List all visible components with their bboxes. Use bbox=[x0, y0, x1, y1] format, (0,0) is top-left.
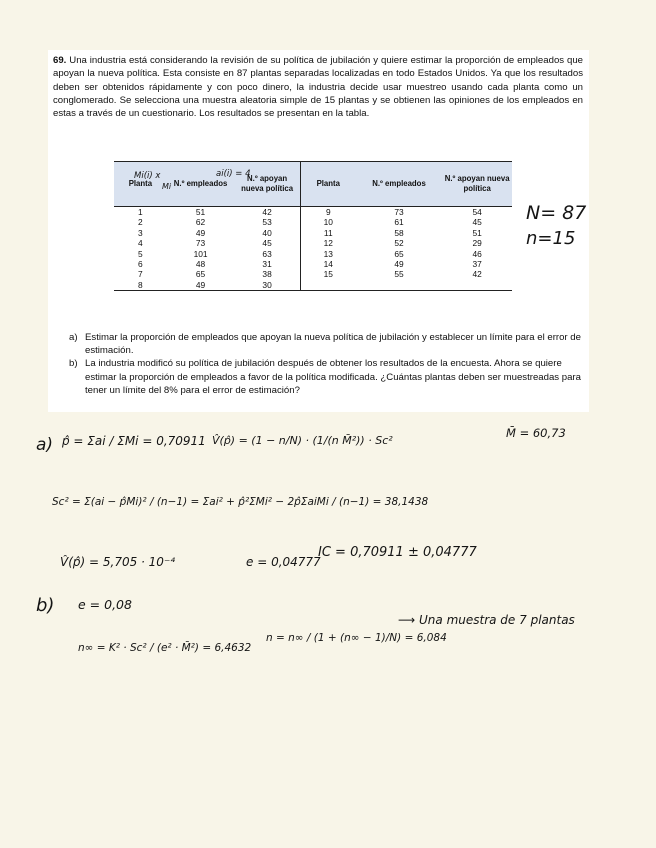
cell: 9 bbox=[325, 207, 331, 217]
header-apoyan-2: N.º apoyan nueva política bbox=[442, 162, 512, 207]
problem-statement bbox=[53, 54, 583, 120]
hw-sc2: Sc² = Σ(ai − p̂Mi)² / (n−1) = Σai² + p̂²ΣMi² − 2p̂ΣaiMi / (n−1) = 38,1438 bbox=[52, 496, 429, 508]
question-b bbox=[53, 357, 583, 397]
table-row bbox=[114, 228, 512, 238]
cell: 52 bbox=[394, 238, 404, 249]
cell: 65 bbox=[394, 248, 404, 259]
hw-m-bar: M̄ = 60,73 bbox=[506, 426, 566, 440]
cell: 46 bbox=[472, 248, 482, 259]
annotation-planta: Mi(i) x bbox=[134, 171, 161, 181]
cell bbox=[442, 280, 512, 291]
hw-var-value: V̂(p̂) = 5,705 · 10⁻⁴ bbox=[60, 555, 176, 569]
hw-e-value: e = 0,04777 bbox=[246, 555, 321, 569]
cell: 73 bbox=[195, 238, 206, 249]
cell: 48 bbox=[195, 259, 206, 270]
cell: 2 bbox=[138, 217, 143, 228]
question-text: Estimar la proporción de empleados que apoyan la nueva política de jubilación y establecer un límite para el error de estimación. bbox=[85, 332, 581, 357]
cell: 30 bbox=[234, 280, 300, 291]
problem-card bbox=[48, 50, 589, 412]
table-header-row bbox=[114, 162, 512, 207]
cell: 31 bbox=[234, 259, 300, 269]
annotation-apoyan: ai(i) = 4 bbox=[216, 169, 251, 179]
cell: 38 bbox=[234, 269, 300, 279]
cell: 45 bbox=[234, 238, 300, 248]
cell: 7 bbox=[138, 269, 143, 280]
data-table bbox=[114, 161, 512, 291]
hw-part-a-label: a) bbox=[36, 435, 54, 455]
cell: 61 bbox=[394, 217, 404, 228]
cell: 45 bbox=[472, 217, 482, 228]
cell: 51 bbox=[472, 227, 482, 238]
cell: 49 bbox=[195, 227, 206, 238]
cell: 1 bbox=[138, 207, 143, 217]
question-a bbox=[53, 331, 583, 357]
cell: 37 bbox=[472, 259, 482, 270]
hw-n: n=15 bbox=[526, 228, 576, 249]
hw-conclusion: ⟶ Una muestra de 7 plantas bbox=[398, 613, 575, 627]
cell bbox=[356, 280, 443, 291]
cell: 54 bbox=[472, 207, 482, 217]
cell: 40 bbox=[234, 228, 300, 238]
problem-text: Una industria está considerando la revisión de su política de jubilación y quiere estimar la proporción de empleados que apoyan la nueva política. Esta consiste en 87 plantas separadas localizadas en todo Estados Unidos. Ya que los resultados deben ser obtenidos rápidamente y con poco dinero, la industria decide usar muestreo usando cada planta como un conglomerado. Se selecciona una muestra aleatoria simple de 15 plantas y se obtienen las opiniones de los empleados en estas a través de un cuestionario. Los resultados se presentan en la tabla. bbox=[53, 55, 583, 120]
hw-n-inf: n∞ = K² · Sc² / (e² · M̄²) = 6,4632 bbox=[78, 642, 252, 654]
header-planta-1: Planta bbox=[114, 162, 167, 207]
header-planta-2: Planta bbox=[300, 162, 355, 207]
cell: 11 bbox=[323, 227, 333, 238]
cell: 12 bbox=[323, 238, 333, 249]
cell: 55 bbox=[394, 269, 404, 280]
header-apoyan-1: N.º apoyan nueva política bbox=[234, 162, 300, 207]
cell: 53 bbox=[234, 217, 300, 227]
cell: 10 bbox=[323, 217, 333, 228]
cell: 13 bbox=[323, 248, 333, 259]
cell: 42 bbox=[234, 207, 300, 218]
table-row bbox=[114, 207, 512, 218]
cell: 51 bbox=[195, 207, 206, 217]
table-row bbox=[114, 238, 512, 248]
problem-number: 69. bbox=[53, 55, 67, 66]
hw-e-b: e = 0,08 bbox=[78, 597, 132, 612]
cell: 14 bbox=[323, 259, 333, 270]
cell: 58 bbox=[394, 227, 404, 238]
question-list bbox=[53, 331, 583, 397]
hw-part-b-label: b) bbox=[36, 595, 55, 616]
hw-p-hat: p̂ = Σai / ΣMi = 0,70911 bbox=[62, 434, 206, 448]
cell: 49 bbox=[195, 279, 206, 290]
cell: 62 bbox=[195, 217, 206, 228]
cell: 49 bbox=[394, 259, 404, 270]
annotation-empleados: Mi bbox=[162, 182, 172, 191]
question-text: La industria modificó su política de jubilación después de obtener los resultados de la encuesta. Ahora se quiere estimar la proporción de empleados a favor de la política modificada. ¿Cuántas plantas deben ser muestreadas para tener un límite del 8% para el error de estimación? bbox=[85, 358, 581, 396]
table-row bbox=[114, 259, 512, 269]
cell: 101 bbox=[193, 248, 208, 259]
hw-var-hat: V̂(p̂) = (1 − n/N) · (1/(n M̄²)) · Sc² bbox=[212, 434, 393, 447]
header-empleados-1: N.º empleados bbox=[167, 162, 235, 207]
question-label: b) bbox=[69, 358, 78, 370]
cell bbox=[300, 280, 355, 291]
cell: 29 bbox=[472, 238, 482, 249]
cell: 65 bbox=[195, 269, 206, 280]
hw-ic: IC = 0,70911 ± 0,04777 bbox=[318, 545, 477, 560]
cell: 5 bbox=[138, 248, 143, 259]
cell: 3 bbox=[138, 227, 143, 238]
table-row bbox=[114, 217, 512, 227]
cell: 15 bbox=[323, 269, 333, 280]
header-empleados-2: N.º empleados bbox=[356, 162, 443, 207]
cell: 8 bbox=[138, 279, 143, 290]
cell: 6 bbox=[138, 259, 143, 270]
cell: 63 bbox=[234, 249, 300, 259]
cell: 4 bbox=[138, 238, 143, 249]
hw-n-formula: n = n∞ / (1 + (n∞ − 1)/N) = 6,084 bbox=[266, 632, 447, 644]
cell: 73 bbox=[394, 207, 404, 217]
question-label: a) bbox=[69, 332, 78, 343]
table-row bbox=[114, 249, 512, 259]
table-row bbox=[114, 280, 512, 291]
hw-N: N= 87 bbox=[526, 202, 587, 224]
cell: 42 bbox=[472, 269, 482, 280]
table-row bbox=[114, 269, 512, 279]
